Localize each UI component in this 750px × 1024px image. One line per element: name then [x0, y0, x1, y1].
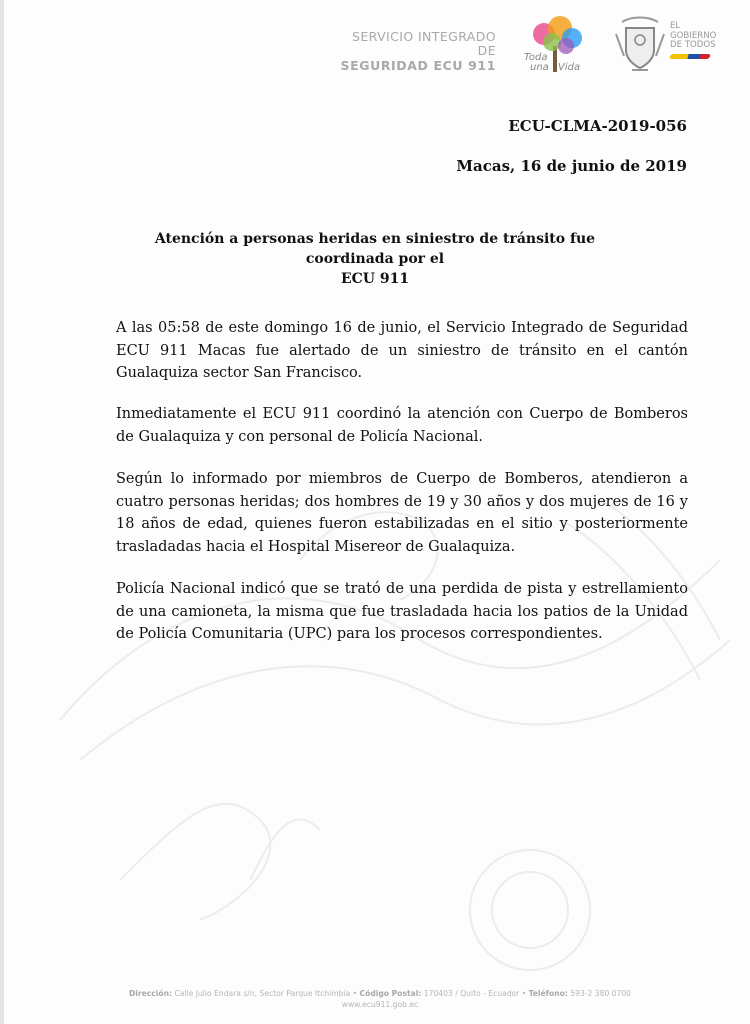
footer-address-label: Dirección:	[128, 989, 173, 998]
flag-stripe	[669, 54, 711, 59]
document-code: ECU-CLMA-2019-056	[508, 117, 687, 135]
title-line1: Atención a personas heridas en siniestro de tránsito fue coordinada por el	[154, 231, 596, 267]
footer-address: Calle Julio Endara s/n, Sector Parque Itchimbía	[174, 989, 351, 998]
gobierno-line1: EL	[670, 21, 681, 31]
gobierno-line3: DE TODOS	[670, 40, 716, 51]
gobierno-line2: GOBIERNO	[670, 30, 717, 41]
page-edge	[0, 0, 4, 1024]
footer-postal-label: Código Postal:	[359, 989, 422, 998]
paragraph-4: Policía Nacional indicó que se trató de una perdida de pista y estrellamiento de una camioneta, la misma que fue trasladada hacia los patios de la Unidad de Policía Comunitaria (UPC) para los procesos correspondientes.	[116, 581, 688, 642]
org-name-line2: SEGURIDAD ECU 911	[340, 57, 496, 73]
logo-text-toda: Toda	[524, 52, 548, 63]
paragraph-2: Inmediatamente el ECU 911 coordinó la atención con Cuerpo de Bomberos de Gualaquiza y con personal de Policía Nacional.	[116, 406, 688, 445]
footer-postal: 170403 / Quito - Ecuador	[423, 989, 520, 998]
footer-phone-label: Teléfono:	[528, 989, 568, 998]
footer-website: www.ecu911.gob.ec	[341, 1000, 419, 1009]
toda-una-vida-tree-logo	[520, 12, 592, 78]
header-organization-name	[336, 30, 496, 73]
org-name-line1: SERVICIO INTEGRADO DE	[352, 29, 496, 59]
paragraph-1: A las 05:58 de este domingo 16 de junio, el Servicio Integrado de Seguridad ECU 911 Macas fue alertado de un siniestro de tránsito en el cantón Gualaquiza sector San Francisco.	[116, 320, 688, 381]
title-line2: ECU 911	[340, 271, 410, 287]
document-date: Macas, 16 de junio de 2019	[456, 157, 687, 175]
gobierno-de-todos-logo	[670, 22, 730, 59]
logo-text-vida: Vida	[558, 62, 581, 73]
ecuador-coat-of-arms-icon	[612, 16, 668, 76]
footer-phone: 593-2 380 0700	[570, 989, 632, 998]
document-title	[110, 229, 640, 289]
footer-contact: Dirección: Calle Julio Endara s/n, Sector Parque Itchimbía • Código Postal: 170403 / Quito - Ecuador • Teléfono: 593-2 380 0700 www.ecu911.gob.ec	[128, 989, 632, 1009]
logo-text-una: una	[530, 62, 549, 73]
paragraph-3: Según lo informado por miembros de Cuerpo de Bomberos, atendieron a cuatro personas heridas; dos hombres de 19 y 30 años y dos mujeres de 16 y 18 años de edad, quienes fueron estabilizadas en el sitio y posteriormente trasladadas hacia el Hospital Misereor de Gualaquiza.	[116, 471, 688, 555]
